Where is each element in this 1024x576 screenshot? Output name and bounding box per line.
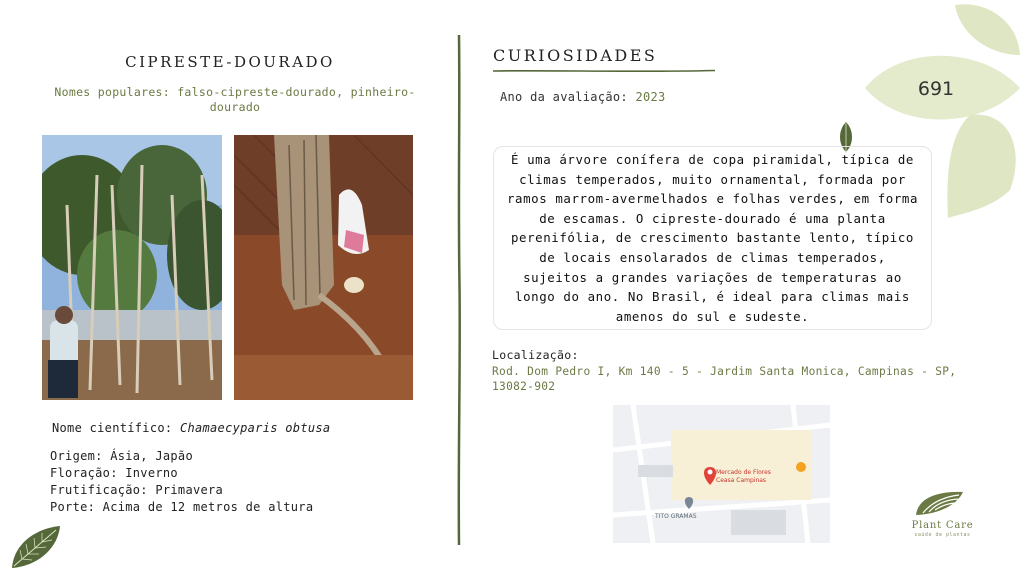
plant-number-badge: 691 bbox=[917, 78, 955, 100]
vertical-divider bbox=[455, 35, 463, 545]
scientific-name-line bbox=[52, 421, 330, 435]
leaves-decoration-icon bbox=[860, 0, 1024, 225]
popular-names: Nomes populares: falso-cipreste-dourado, pinheiro-dourado bbox=[54, 85, 416, 114]
scientific-label: Nome científico: bbox=[52, 421, 173, 435]
location-label: Localização: bbox=[492, 348, 579, 362]
title-underline bbox=[493, 68, 715, 74]
year-label: Ano da avaliação: bbox=[500, 90, 628, 104]
location-address[interactable]: Rod. Dom Pedro I, Km 140 - 5 - Jardim Santa Monica, Campinas - SP, 13082-902 bbox=[492, 365, 957, 393]
map-poi-label-2: Ceasa Campinas bbox=[716, 477, 767, 484]
location-map[interactable] bbox=[613, 405, 830, 543]
fact-origin: Origem: Ásia, Japão bbox=[50, 449, 193, 463]
evaluation-year bbox=[500, 90, 666, 104]
scientific-name: Chamaecyparis obtusa bbox=[179, 421, 331, 435]
fact-flowering: Floração: Inverno bbox=[50, 466, 178, 480]
trunk-photo bbox=[234, 135, 413, 400]
curiosities-title: CURIOSIDADES bbox=[493, 46, 658, 65]
tree-grove-photo bbox=[42, 135, 222, 400]
map-poi-label-3: TITO GRAMAS bbox=[655, 513, 697, 520]
leaf-decoration-icon bbox=[8, 522, 66, 572]
year-value: 2023 bbox=[635, 90, 666, 104]
plant-care-logo-icon bbox=[913, 487, 971, 519]
description-box: É uma árvore conífera de copa piramidal, típica de climas temperados, muito ornamental, formada por ramos marrom-avermelhados e folhas verdes, em forma de escamas. O cipreste-dourado é uma planta perenifólia, de crescimento bastante lento, típico de locais ensolarados de climas temperados, sujeitos a grandes variações de temperaturas ao longo do ano. No Brasil, é ideal para climas mais amenos do sul e sudeste. bbox=[493, 146, 932, 330]
facts-list bbox=[50, 448, 313, 516]
fact-size: Porte: Acima de 12 metros de altura bbox=[50, 500, 314, 514]
logo-name: Plant Care bbox=[911, 520, 974, 531]
logo-tagline: saúde de plantas bbox=[914, 532, 971, 538]
fact-fruiting: Frutificação: Primavera bbox=[50, 483, 224, 497]
map-poi-label-1: Mercado de Flores bbox=[716, 469, 771, 476]
plant-title: CIPRESTE-DOURADO bbox=[125, 53, 335, 71]
